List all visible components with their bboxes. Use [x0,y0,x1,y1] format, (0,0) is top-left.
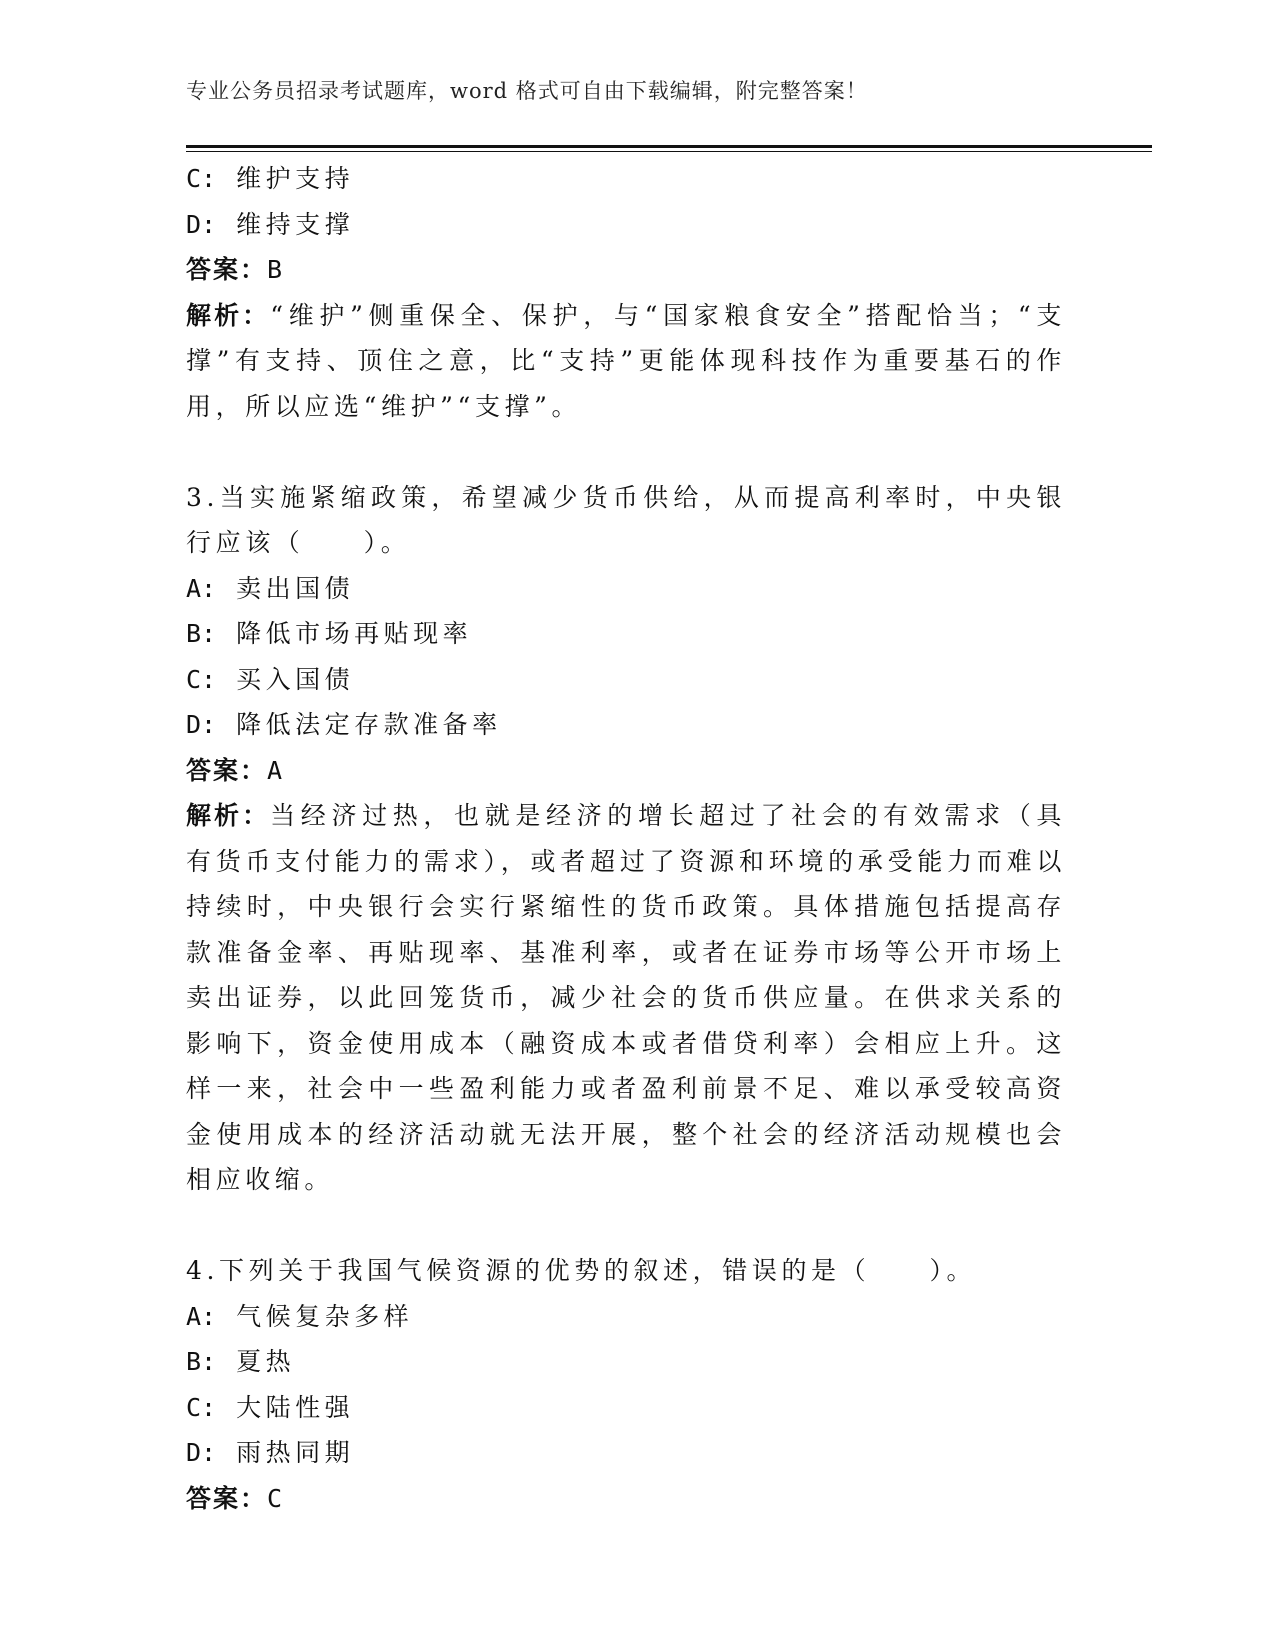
option-c: C: 维护支持 [186,164,355,193]
question-stem: 4.下列关于我国气候资源的优势的叙述，错误的是（ ）。 [186,1256,977,1285]
option-c: C: 大陆性强 [186,1392,355,1422]
spacer [186,1203,1066,1249]
option-d: D: 雨热同期 [186,1438,355,1467]
question-2-tail [186,156,1066,429]
spacer [186,429,1066,475]
question-content [186,156,1066,1521]
header-divider-thin [186,151,1152,152]
page-header: 专业公务员招录考试题库，word 格式可自由下载编辑，附完整答案！ [186,79,868,103]
answer-line: 答案：A [186,755,283,785]
header-divider [186,145,1152,148]
option-d: D: 降低法定存款准备率 [186,710,502,739]
question-stem: 3.当实施紧缩政策，希望减少货币供给，从而提高利率时，中央银行应该（ ）。 [186,482,1066,557]
option-d: D: 维持支撑 [186,209,355,239]
option-c: C: 买入国债 [186,664,355,694]
analysis-paragraph: 解析：当经济过热，也就是经济的增长超过了社会的有效需求（具有货币支付能力的需求），或者超过了资源和环境的承受能力而难以持续时，中央银行会实行紧缩性的货币政策。具体措施包括提高存款准备金率、再贴现率、基准利率，或者在证券市场等公开市场上卖出证券，以此回笼货币，减少社会的货币供应量。在供求关系的影响下，资金使用成本（融资成本或者借贷利率）会相应上升。这样一来，社会中一些盈利能力或者盈利前景不足、难以承受较高资金使用成本的经济活动就无法开展，整个社会的经济活动规模也会相应收缩。 [186,801,1066,1194]
question-3 [186,475,1066,1203]
option-b: B: 降低市场再贴现率 [186,619,473,648]
option-b: B: 夏热 [186,1347,296,1376]
answer-value: B [267,255,283,284]
option-a: A: 气候复杂多样 [186,1301,414,1331]
answer-line: 答案：C [186,1483,283,1513]
question-4 [186,1248,1066,1521]
answer-value: C [267,1483,283,1513]
answer-value: A [267,755,283,785]
option-a: A: 卖出国债 [186,573,355,603]
answer-line: 答案：B [186,255,283,284]
analysis-paragraph: 解析：“维护”侧重保全、保护，与“国家粮食安全”搭配恰当；“支撑”有支持、顶住之意，比“支持”更能体现科技作为重要基石的作用，所以应选“维护”“支撑”。 [186,300,1066,421]
